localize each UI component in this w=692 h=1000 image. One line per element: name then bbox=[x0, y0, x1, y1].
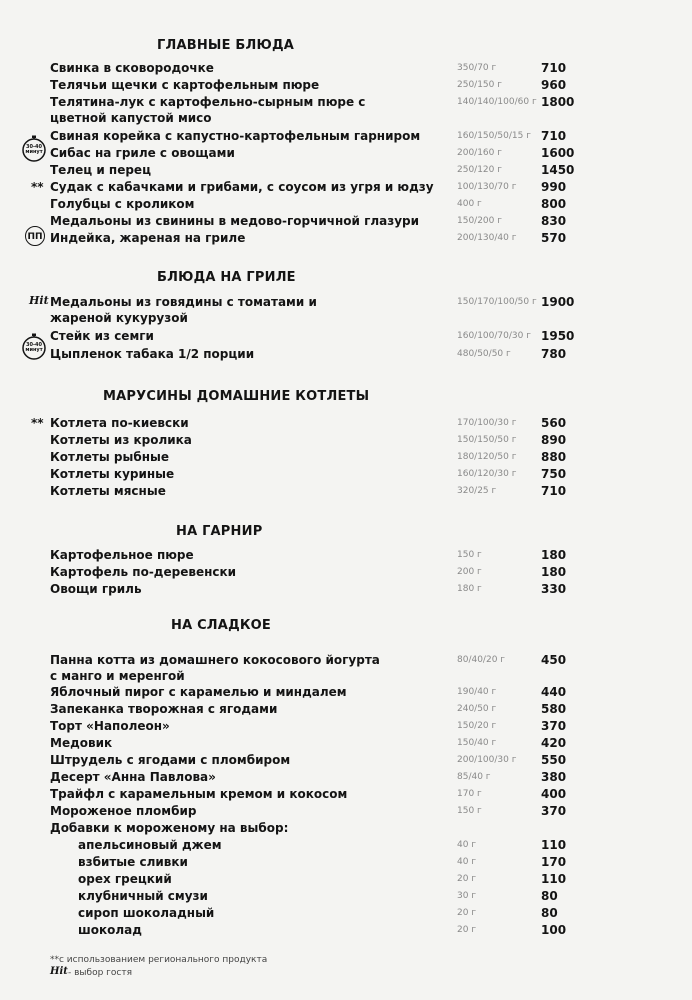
menu-item-weight: 480/50/50 г bbox=[457, 349, 511, 359]
menu-item bbox=[0, 837, 692, 854]
menu-item bbox=[0, 922, 692, 939]
menu-item-price: 780 bbox=[541, 347, 567, 361]
menu-item bbox=[0, 415, 692, 432]
section-title: БЛЮДА НА ГРИЛЕ bbox=[157, 270, 296, 285]
menu-item-name: Мороженое пломбир bbox=[50, 804, 197, 818]
menu-item bbox=[0, 196, 692, 213]
menu-item-name: сироп шоколадный bbox=[78, 906, 215, 920]
menu-item-weight: 100/130/70 г bbox=[457, 182, 517, 192]
menu-item-name: Панна котта из домашнего кокосового йогурта с манго и меренгой bbox=[50, 653, 380, 683]
menu-item-price: 570 bbox=[541, 231, 567, 245]
menu-item-name: Котлеты рыбные bbox=[50, 450, 170, 464]
menu-item-weight: 150 г bbox=[457, 550, 482, 560]
menu-item-weight: 150/20 г bbox=[457, 721, 497, 731]
menu-item-weight: 80/40/20 г bbox=[457, 655, 506, 665]
menu-item bbox=[0, 718, 692, 735]
menu-item-weight: 250/120 г bbox=[457, 165, 502, 175]
menu-item bbox=[0, 128, 692, 145]
menu-item bbox=[0, 145, 692, 162]
menu-item-name: орех грецкий bbox=[78, 872, 172, 886]
menu-item-price: 1450 bbox=[541, 163, 575, 177]
menu-item-name: Индейка, жареная на гриле bbox=[50, 231, 246, 245]
footnote-hit: - выбор гостя bbox=[68, 968, 132, 978]
menu-item-price: 560 bbox=[541, 416, 567, 430]
menu-item-weight: 150/40 г bbox=[457, 738, 497, 748]
menu-item-name: Десерт «Анна Павлова» bbox=[50, 770, 216, 784]
menu-item bbox=[0, 786, 692, 803]
menu-item bbox=[0, 684, 692, 701]
menu-item-price: 370 bbox=[541, 804, 567, 818]
menu-item bbox=[0, 466, 692, 483]
menu-item-weight: 160/120/30 г bbox=[457, 469, 517, 479]
menu-item-weight: 150/200 г bbox=[457, 216, 502, 226]
menu-item-price: 440 bbox=[541, 685, 567, 699]
menu-item-name: клубничный смузи bbox=[78, 889, 208, 903]
menu-item bbox=[0, 652, 692, 683]
menu-item-weight: 200/100/30 г bbox=[457, 755, 517, 765]
menu-item-price: 580 bbox=[541, 702, 567, 716]
menu-item-name: Цыпленок табака 1/2 порции bbox=[50, 347, 255, 361]
menu-item-name: Телец и перец bbox=[50, 163, 151, 177]
menu-item bbox=[0, 230, 692, 247]
menu-item bbox=[0, 77, 692, 94]
menu-item-price: 380 bbox=[541, 770, 567, 784]
menu-item-weight: 150/150/50 г bbox=[457, 435, 517, 445]
menu-item-name: Телятина-лук с картофельно-сырным пюре с цветной капустой мисо bbox=[50, 95, 366, 125]
menu-item bbox=[0, 581, 692, 598]
menu-item-name: апельсиновый джем bbox=[78, 838, 222, 852]
regional-product-mark: ** bbox=[31, 416, 44, 430]
menu-item bbox=[0, 483, 692, 500]
menu-item bbox=[0, 328, 692, 345]
menu-item bbox=[0, 905, 692, 922]
menu-item bbox=[0, 564, 692, 581]
menu-item bbox=[0, 294, 692, 325]
menu-item-price: 370 bbox=[541, 719, 567, 733]
menu-item bbox=[0, 701, 692, 718]
menu-item bbox=[0, 803, 692, 820]
menu-item-name: Трайфл с карамельным кремом и кокосом bbox=[50, 787, 348, 801]
footnote-regional: **с использованием регионального продукта bbox=[50, 955, 268, 965]
menu-item-weight: 200/130/40 г bbox=[457, 233, 517, 243]
menu-item-name: Овощи гриль bbox=[50, 582, 142, 596]
menu-item-name: Сибас на гриле с овощами bbox=[50, 146, 235, 160]
menu-item bbox=[0, 60, 692, 77]
menu-item-name: Картофель по-деревенски bbox=[50, 565, 237, 579]
menu-item-price: 420 bbox=[541, 736, 567, 750]
menu-item-price: 110 bbox=[541, 838, 567, 852]
timer-badge-icon bbox=[20, 333, 48, 361]
menu-item-weight: 250/150 г bbox=[457, 80, 502, 90]
pp-badge-icon: ПП bbox=[25, 226, 45, 246]
menu-item-weight: 85/40 г bbox=[457, 772, 491, 782]
menu-item-weight: 150 г bbox=[457, 806, 482, 816]
hit-badge-icon: Hit bbox=[50, 966, 68, 977]
menu-item-price: 890 bbox=[541, 433, 567, 447]
menu-item bbox=[0, 547, 692, 564]
menu-item-weight: 180 г bbox=[457, 584, 482, 594]
menu-item-weight: 20 г bbox=[457, 874, 477, 884]
menu-item-name: взбитые сливки bbox=[78, 855, 188, 869]
menu-item-weight: 240/50 г bbox=[457, 704, 497, 714]
menu-item bbox=[0, 769, 692, 786]
menu-item-name: Стейк из семги bbox=[50, 329, 154, 343]
menu-item bbox=[0, 854, 692, 871]
menu-item-weight: 150/170/100/50 г bbox=[457, 297, 537, 307]
menu-item-name: Медальоны из свинины в медово-горчичной глазури bbox=[50, 214, 420, 228]
menu-item-weight: 40 г bbox=[457, 840, 477, 850]
menu-item-price: 710 bbox=[541, 129, 567, 143]
timer-badge-icon bbox=[20, 135, 48, 163]
menu-item-price: 450 bbox=[541, 653, 567, 667]
menu-item-price: 1800 bbox=[541, 95, 575, 109]
menu-item-weight: 200 г bbox=[457, 567, 482, 577]
menu-item-price: 990 bbox=[541, 180, 567, 194]
menu-item-price: 180 bbox=[541, 565, 567, 579]
menu-item-weight: 170/100/30 г bbox=[457, 418, 517, 428]
menu-item-price: 710 bbox=[541, 61, 567, 75]
section-title: НА СЛАДКОЕ bbox=[171, 618, 272, 633]
menu-item-name: Котлеты мясные bbox=[50, 484, 166, 498]
menu-item bbox=[0, 213, 692, 230]
menu-item bbox=[0, 820, 692, 837]
menu-item-price: 170 bbox=[541, 855, 567, 869]
menu-item bbox=[0, 871, 692, 888]
menu-item-weight: 320/25 г bbox=[457, 486, 497, 496]
menu-item-name: Свинка в сковородочке bbox=[50, 61, 214, 75]
menu-item bbox=[0, 162, 692, 179]
menu-item bbox=[0, 432, 692, 449]
menu-item-name: Медовик bbox=[50, 736, 113, 750]
menu-item-weight: 170 г bbox=[457, 789, 482, 799]
menu-item-price: 80 bbox=[541, 906, 558, 920]
section-title: ГЛАВНЫЕ БЛЮДА bbox=[157, 38, 295, 53]
timer-badge-text: 30-40 минут bbox=[25, 342, 43, 353]
menu-item-weight: 160/100/70/30 г bbox=[457, 331, 531, 341]
timer-badge-text: 30-40 минут bbox=[25, 144, 43, 155]
menu-item-price: 100 bbox=[541, 923, 567, 937]
menu-item-weight: 20 г bbox=[457, 908, 477, 918]
menu-item-name: Котлеты куриные bbox=[50, 467, 175, 481]
menu-item-name: Добавки к мороженому на выбор: bbox=[50, 821, 289, 835]
menu-item bbox=[0, 179, 692, 196]
menu-item-price: 710 bbox=[541, 484, 567, 498]
menu-item-price: 550 bbox=[541, 753, 567, 767]
menu-item-price: 1600 bbox=[541, 146, 575, 160]
menu-item bbox=[0, 346, 692, 363]
menu-item bbox=[0, 888, 692, 905]
menu-item-weight: 20 г bbox=[457, 925, 477, 935]
menu-item-weight: 190/40 г bbox=[457, 687, 497, 697]
menu-item-name: Судак с кабачками и грибами, с соусом из угря и юдзу bbox=[50, 180, 434, 194]
menu-item-name: Медальоны из говядины с томатами и жареной кукурузой bbox=[50, 295, 317, 325]
menu-item-name: Телячьи щечки с картофельным пюре bbox=[50, 78, 320, 92]
menu-item-name: Яблочный пирог с карамелью и миндалем bbox=[50, 685, 347, 699]
menu-item-price: 110 bbox=[541, 872, 567, 886]
menu-item-weight: 40 г bbox=[457, 857, 477, 867]
menu-item-name: Картофельное пюре bbox=[50, 548, 194, 562]
menu-item-name: Торт «Наполеон» bbox=[50, 719, 170, 733]
menu-item-name: Запеканка творожная с ягодами bbox=[50, 702, 278, 716]
menu-item-price: 1900 bbox=[541, 295, 575, 309]
menu-item-price: 400 bbox=[541, 787, 567, 801]
menu-item-weight: 180/120/50 г bbox=[457, 452, 517, 462]
menu-item-name: Голубцы с кроликом bbox=[50, 197, 195, 211]
menu-item-name: шоколад bbox=[78, 923, 142, 937]
menu-item-price: 800 bbox=[541, 197, 567, 211]
menu-item-price: 80 bbox=[541, 889, 558, 903]
menu-item-price: 960 bbox=[541, 78, 567, 92]
menu-item-price: 180 bbox=[541, 548, 567, 562]
menu-item-name: Штрудель с ягодами с пломбиром bbox=[50, 753, 291, 767]
menu-item-price: 1950 bbox=[541, 329, 575, 343]
section-title: НА ГАРНИР bbox=[176, 524, 263, 539]
menu-item-price: 830 bbox=[541, 214, 567, 228]
menu-item-weight: 200/160 г bbox=[457, 148, 502, 158]
menu-item-name: Свиная корейка с капустно-картофельным гарниром bbox=[50, 129, 421, 143]
menu-item bbox=[0, 735, 692, 752]
menu-item bbox=[0, 94, 692, 125]
menu-item-weight: 140/140/100/60 г bbox=[457, 97, 537, 107]
menu-item-name: Котлета по-киевски bbox=[50, 416, 189, 430]
menu-item-weight: 30 г bbox=[457, 891, 477, 901]
menu-item bbox=[0, 752, 692, 769]
menu-item bbox=[0, 449, 692, 466]
section-title: МАРУСИНЫ ДОМАШНИЕ КОТЛЕТЫ bbox=[103, 389, 370, 404]
menu-item-weight: 350/70 г bbox=[457, 63, 497, 73]
menu-item-weight: 160/150/50/15 г bbox=[457, 131, 531, 141]
regional-product-mark: ** bbox=[31, 180, 44, 194]
menu-item-price: 330 bbox=[541, 582, 567, 596]
menu-item-price: 880 bbox=[541, 450, 567, 464]
menu-item-weight: 400 г bbox=[457, 199, 482, 209]
menu-item-price: 750 bbox=[541, 467, 567, 481]
menu-item-name: Котлеты из кролика bbox=[50, 433, 192, 447]
hit-badge-icon: Hit bbox=[29, 294, 49, 307]
